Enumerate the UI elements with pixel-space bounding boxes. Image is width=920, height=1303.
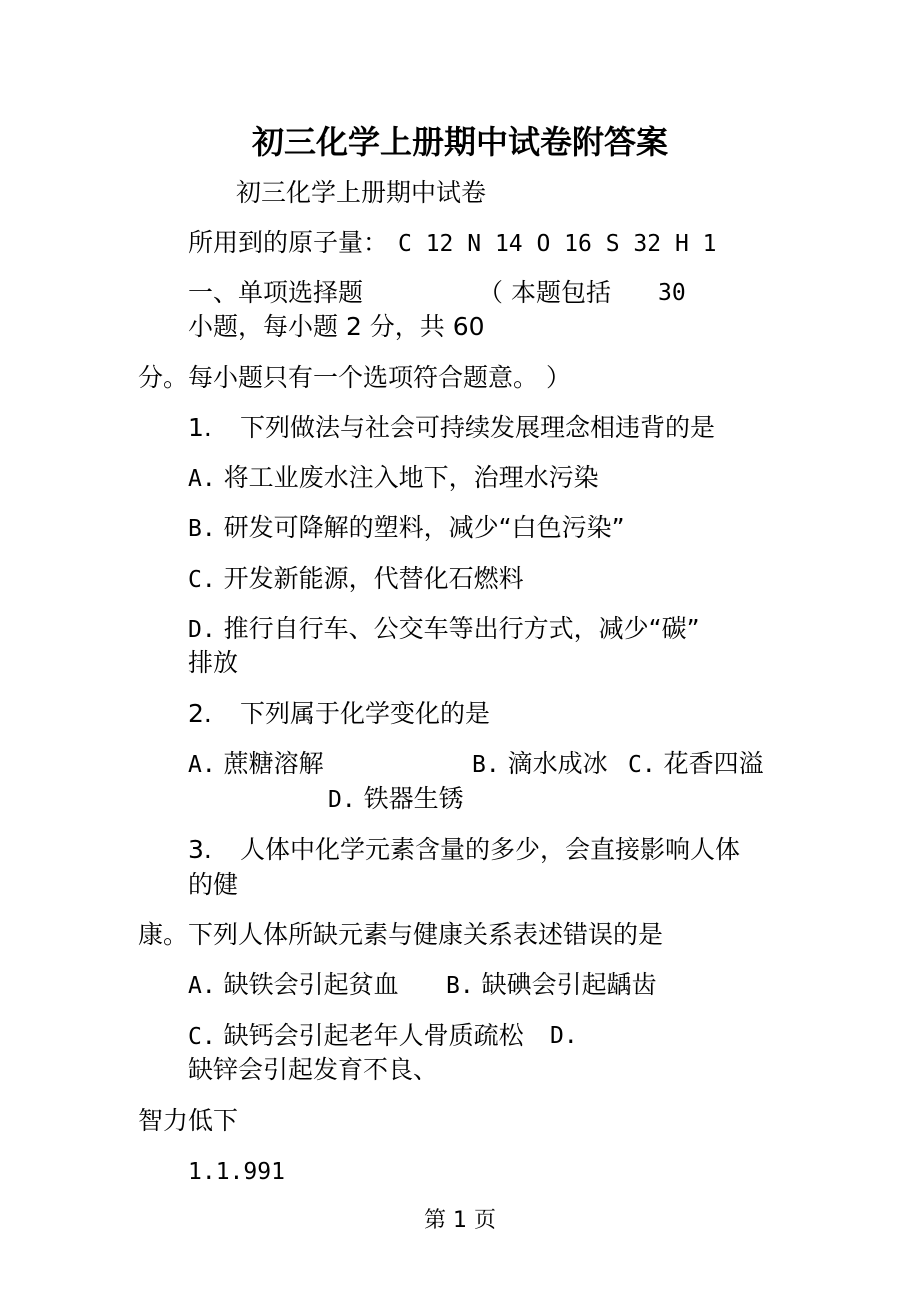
question-1-option-a <box>188 461 599 496</box>
option-text: 花香四溢 <box>663 749 764 778</box>
option-key: B. <box>446 973 474 999</box>
question-1-stem: 下列做法与社会可持续发展理念相违背的是 <box>240 413 716 442</box>
atomic-mass-label: 所用到的原子量： <box>188 228 389 257</box>
section1-note-line3: 分。每小题只有一个选项符合题意。 ） <box>138 363 571 392</box>
question-3-option-c <box>188 1019 524 1054</box>
question-2-number: 2. <box>188 699 212 728</box>
question-2-option-d <box>328 782 464 817</box>
question-2-option-a <box>188 747 324 782</box>
question-3-stem-line3: 康。下列人体所缺元素与健康关系表述错误的是 <box>138 920 664 949</box>
option-key: D. <box>188 617 216 643</box>
option-key: B. <box>188 516 216 542</box>
option-key: A. <box>188 466 216 492</box>
option-text: 研发可降解的塑料，减少“白色污染” <box>223 513 625 542</box>
section1-note-count: 30 <box>658 280 686 306</box>
option-text: 开发新能源，代替化石燃料 <box>223 564 524 593</box>
option-key: D. <box>328 787 356 813</box>
option-text: 将工业废水注入地下，治理水污染 <box>223 463 599 492</box>
question-1-option-c <box>188 562 524 597</box>
question-1-option-b <box>188 511 625 546</box>
question-3-option-d-key: D. <box>550 1023 578 1049</box>
option-key: A. <box>188 752 216 778</box>
atomic-mass-values: C 12 N 14 O 16 S 32 H 1 <box>398 231 717 257</box>
question-2-option-b <box>472 747 608 782</box>
option-key: A. <box>188 973 216 999</box>
question-3-option-d-cont: 智力低下 <box>138 1106 239 1135</box>
document-title: 初三化学上册期中试卷附答案 <box>251 123 668 161</box>
option-key: C. <box>628 752 656 778</box>
option-text: 缺碘会引起龋齿 <box>481 970 657 999</box>
question-2-stem: 下列属于化学变化的是 <box>240 699 491 728</box>
question-1-option-d-cont: 排放 <box>188 648 239 677</box>
question-1-number: 1. <box>188 413 212 442</box>
section1-heading: 一、单项选择题 <box>188 278 364 307</box>
option-text: 滴水成冰 <box>507 749 608 778</box>
question-3-option-d-text: 缺锌会引起发育不良、 <box>188 1055 439 1084</box>
option-key: B. <box>472 752 500 778</box>
question-3-stem-line2: 的健 <box>188 870 239 899</box>
stray-number: 1.1.991 <box>188 1159 285 1185</box>
option-text: 缺钙会引起老年人骨质疏松 <box>223 1021 524 1050</box>
question-2-option-c <box>628 747 764 782</box>
atomic-mass-line <box>188 226 717 261</box>
question-3-stem: 人体中化学元素含量的多少，会直接影响人体 <box>240 835 741 864</box>
question-1-option-d <box>188 612 700 647</box>
option-text: 蔗糖溶解 <box>223 749 324 778</box>
option-key: C. <box>188 567 216 593</box>
section1-note-open: （ 本题包括 <box>478 278 611 307</box>
question-3-option-a <box>188 968 399 1003</box>
document-subtitle: 初三化学上册期中试卷 <box>236 178 487 207</box>
option-text: 缺铁会引起贫血 <box>223 970 399 999</box>
page-number: 第 1 页 <box>424 1208 496 1233</box>
question-3-number: 3. <box>188 835 212 864</box>
section1-note-line2: 小题，每小题 2 分，共 60 <box>188 312 485 341</box>
option-key: C. <box>188 1024 216 1050</box>
question-3-option-b <box>446 968 657 1003</box>
option-text: 推行自行车、公交车等出行方式，减少“碳” <box>223 614 700 643</box>
option-text: 铁器生锈 <box>363 784 464 813</box>
